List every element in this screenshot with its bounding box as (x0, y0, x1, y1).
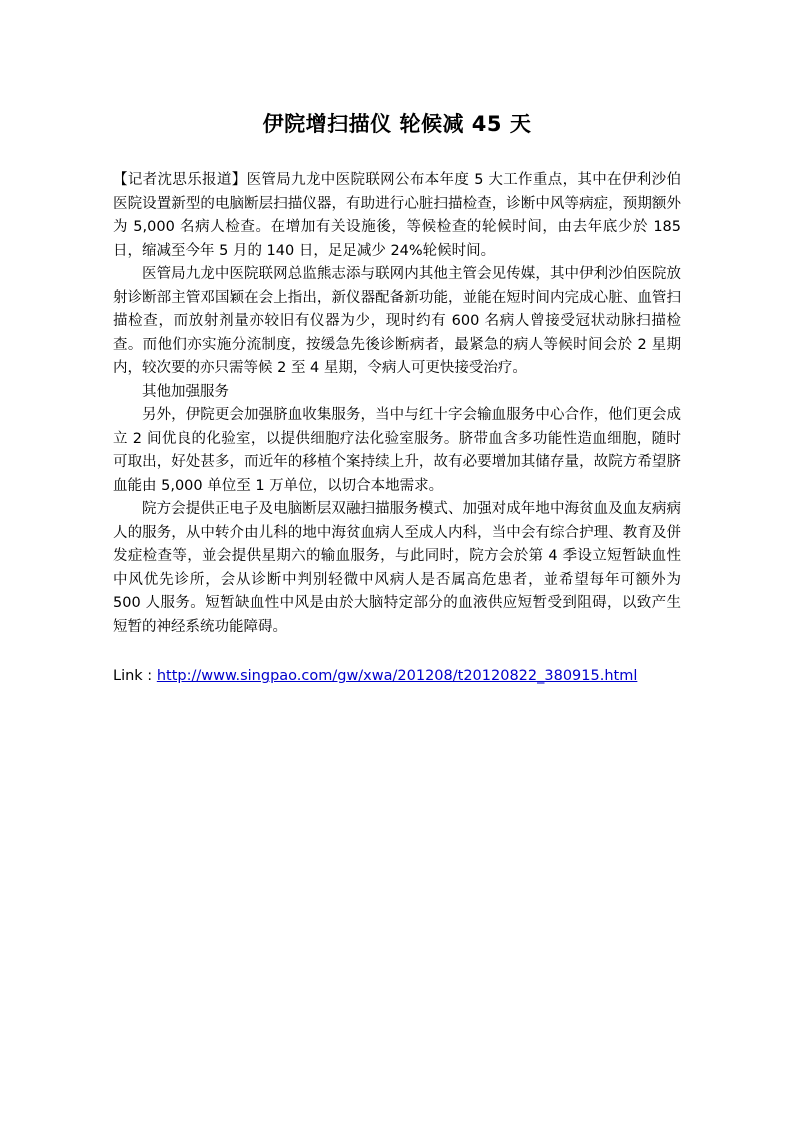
page-title: 伊院增扫描仪 轮候减 45 天 (262, 112, 532, 136)
paragraph-3: 另外，伊院更会加强脐血收集服务，当中与红十字会输血服务中心合作，他们更会成立 2 间优良的化验室，以提供细胞疗法化验室服务。脐带血含多功能性造血细胞，随时可取出，好处甚多，而近年的移植个案持续上升，故有必要增加其储存量，故院方希望脐血能由 5,000 单位至 1 万单位，以切合本地需求。 (113, 407, 681, 494)
link-label: Link : (113, 668, 157, 685)
paragraph-subheading: 其他加强服务 (142, 383, 229, 400)
article-body (113, 169, 681, 639)
paragraph-1: 【记者沈思乐报道】医管局九龙中医院联网公布本年度 5 大工作重点，其中在伊利沙伯医院设置新型的电脑断层扫描仪器，有助进行心脏扫描检查，诊断中风等病症，预期额外为 5,000 名病人检查。在增加有关设施後，等候检查的轮候时间，由去年底少於 185 日，缩减至今年 5 月的 140 日，足足减少 24%轮候时间。 (113, 172, 681, 259)
source-link[interactable]: http://www.singpao.com/gw/xwa/201208/t20120822_380915.html (156, 668, 638, 685)
source-link-row (113, 665, 681, 688)
paragraph-4: 院方会提供正电子及电脑断层双融扫描服务模式、加强对成年地中海贫血及血友病病人的服务，从中转介由儿科的地中海贫血病人至成人内科，当中会有综合护理、教育及併发症检查等，並会提供星期六的输血服务，与此同时，院方会於第 4 季设立短暂缺血性中风优先诊所，会从诊断中判别轻微中风病人是否属高危患者，並希望每年可额外为 500 人服务。短暂缺血性中风是由於大脑特定部分的血液供应短暂受到阻碍，以致产生短暂的神经系统功能障碍。 (113, 501, 681, 635)
paragraph-2: 医管局九龙中医院联网总监熊志添与联网内其他主管会见传媒，其中伊利沙伯医院放射诊断部主管邓国颖在会上指出，新仪器配备新功能，並能在短时间内完成心脏、血管扫描检查，而放射剂量亦较旧有仪器为少，现时约有 600 名病人曾接受冠状动脉扫描检查。而他们亦实施分流制度，按缓急先後诊断病者，最紧急的病人等候时间会於 2 星期内，较次要的亦只需等候 2 至 4 星期，令病人可更快接受治疗。 (113, 266, 681, 377)
